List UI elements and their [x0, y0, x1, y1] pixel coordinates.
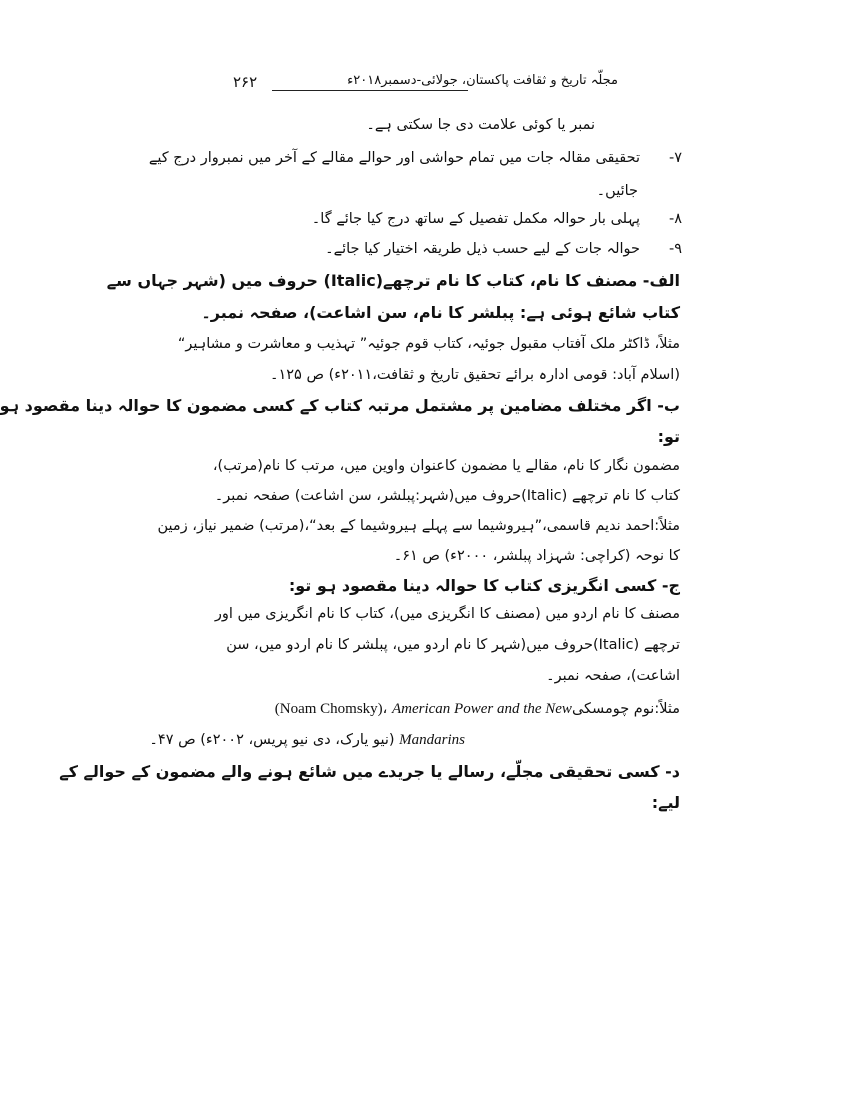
page-number: ۲۶۲ — [233, 73, 258, 91]
text-line: اشاعت)، صفحہ نمبر۔ — [546, 668, 680, 684]
text-line: کتاب کا نام ترچھے (Italic)حروف میں(شہر:پبلشر، سن اشاعت) صفحہ نمبر۔ — [214, 488, 680, 504]
text-line: تو: — [657, 427, 680, 446]
text-line — [149, 732, 465, 749]
publication-details: (نیو یارک، دی نیو پریس، ۲۰۰۲ء) ص ۴۷۔ — [149, 732, 395, 748]
text-line: مثلاً:احمد ندیم قاسمی،”ہیروشیما سے پہلے ہیروشیما کے بعد“،(مرتب) ضمیر نیاز، زمین — [157, 518, 680, 534]
book-title-english: American Power and the New — [391, 701, 572, 717]
author-name-english: (Noam Chomsky) — [274, 701, 383, 717]
journal-title: مجلّہ تاریخ و ثقافت پاکستان، جولائی-دسمبر۲۰۱۸ء — [347, 73, 618, 88]
text-line: ترچھے (Italic)حروف میں(شہر کا نام اردو میں، پبلشر کا نام اردو میں، سن — [226, 637, 680, 653]
item-number: ۷- — [668, 150, 682, 166]
text-line: مثلاً:نوم چومسکی(Noam Chomsky)، American Power and the New — [274, 701, 680, 717]
text-line: جائیں۔ — [596, 183, 638, 199]
text-line: حوالہ جات کے لیے حسب ذیل طریقہ اختیار کیا جائے۔ — [325, 241, 640, 257]
section-heading-be: ب- اگر مختلف مضامین پر مشتمل مرتبہ کتاب کے کسی مضمون کا حوالہ دینا مقصود ہو — [0, 396, 680, 415]
text-line: کا نوحہ (کراچی: شہزاد پبلشر، ۲۰۰۰ء) ص ۶۱۔ — [393, 548, 680, 564]
item-number: ۸- — [668, 211, 682, 227]
text-line: (اسلام آباد: قومی ادارہ برائے تحقیق تاریخ و ثقافت،۲۰۱۱ء) ص ۱۲۵۔ — [269, 367, 680, 383]
section-heading-jeem: ج- کسی انگریزی کتاب کا حوالہ دینا مقصود ہو تو: — [288, 576, 680, 595]
text-line: پہلی بار حوالہ مکمل تفصیل کے ساتھ درج کیا جائے گا۔ — [311, 211, 640, 227]
text-line: نمبر یا کوئی علامت دی جا سکتی ہے۔ — [366, 117, 595, 133]
header-rule — [272, 90, 468, 91]
text-line: لیے: — [651, 793, 680, 812]
book-title-english-cont: Mandarins — [399, 732, 465, 748]
section-heading-alif: الف- مصنف کا نام، کتاب کا نام ترچھے(Italic) حروف میں (شہر جہاں سے — [106, 271, 680, 290]
text-line: مثلاً، ڈاکٹر ملک آفتاب مقبول جوئیہ، کتاب قوم جوئیہ” تہذیب و معاشرت و مشاہیر“ — [177, 336, 680, 352]
item-number: ۹- — [668, 241, 682, 257]
text-line: مضمون نگار کا نام، مقالے یا مضمون کاعنوان واوین میں، مرتب کا نام(مرتب)، — [212, 458, 680, 474]
example-label: مثلاً:نوم چومسکی — [571, 701, 680, 717]
text-line: کتاب شائع ہوئی ہے: پبلشر کا نام، سن اشاعت)، صفحہ نمبر۔ — [201, 303, 680, 322]
text-line: مصنف کا نام اردو میں (مصنف کا انگریزی میں)، کتاب کا نام انگریزی میں اور — [214, 606, 680, 622]
section-heading-dal: د- کسی تحقیقی مجلّے، رسالے یا جریدے میں شائع ہونے والے مضمون کے حوالے کے — [59, 762, 680, 781]
text-line: تحقیقی مقالہ جات میں تمام حواشی اور حوالے مقالے کے آخر میں نمبروار درج کیے — [148, 150, 640, 166]
